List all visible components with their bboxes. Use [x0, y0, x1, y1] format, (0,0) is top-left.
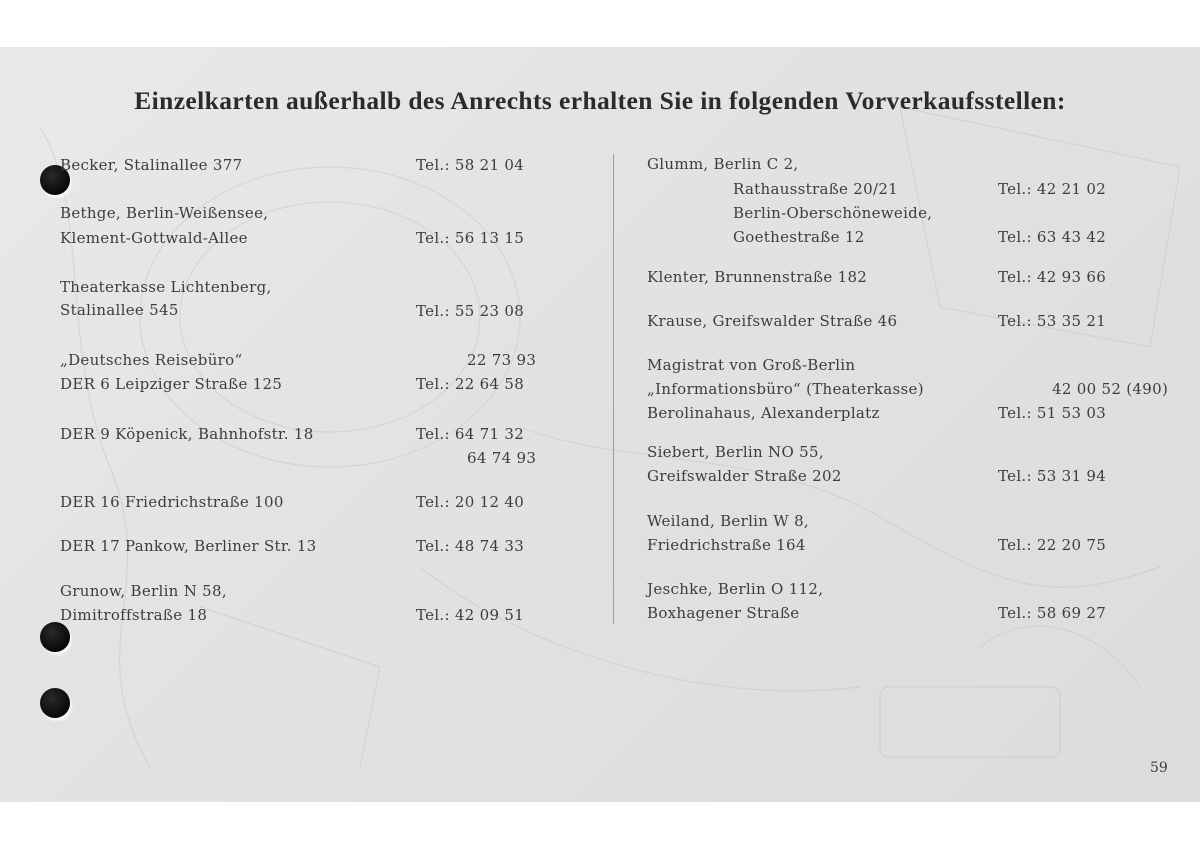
reisebuero-name: „Deutsches Reisebüro“ [60, 351, 243, 369]
siebert-name: Siebert, Berlin NO 55, [647, 443, 824, 461]
weiland-street: Friedrichstraße 164 [647, 536, 806, 554]
column-divider [613, 154, 614, 624]
reisebuero-phone-1: 22 73 93 [467, 351, 537, 369]
magistrat-address: Berolinahaus, Alexanderplatz [647, 404, 880, 422]
klenter-address: Klenter, Brunnenstraße 182 [647, 268, 868, 286]
magistrat-phone-1: 42 00 52 (490) [1052, 380, 1169, 398]
siebert-phone: Tel.: 53 31 94 [998, 467, 1107, 485]
grunow-phone: Tel.: 42 09 51 [416, 606, 525, 624]
glumm-phone-1: Tel.: 42 21 02 [998, 180, 1107, 198]
punch-hole-middle [40, 622, 70, 652]
becker-phone: Tel.: 58 21 04 [416, 156, 525, 174]
der9-phone-2: 64 74 93 [467, 449, 537, 467]
der9-phone-1: Tel.: 64 71 32 [416, 425, 525, 443]
der17-address: DER 17 Pankow, Berliner Str. 13 [60, 537, 317, 555]
glumm-name: Glumm, Berlin C 2, [647, 155, 799, 173]
klenter-phone: Tel.: 42 93 66 [998, 268, 1107, 286]
magistrat-phone-2: Tel.: 51 53 03 [998, 404, 1107, 422]
grunow-street: Dimitroffstraße 18 [60, 606, 208, 624]
bethge-street: Klement-Gottwald-Allee [60, 229, 248, 247]
glumm-street-2: Goethestraße 12 [733, 228, 865, 246]
magistrat-office: „Informationsbüro“ (Theaterkasse) [647, 380, 924, 398]
der9-address: DER 9 Köpenick, Bahnhofstr. 18 [60, 425, 314, 443]
page-number: 59 [1150, 760, 1168, 776]
der16-phone: Tel.: 20 12 40 [416, 493, 525, 511]
page-title: Einzelkarten außerhalb des Anrechts erhalten Sie in folgenden Vorverkaufsstellen: [134, 86, 1066, 115]
krause-phone: Tel.: 53 35 21 [998, 312, 1107, 330]
glumm-street-1: Rathausstraße 20/21 [733, 180, 899, 198]
magistrat-name: Magistrat von Groß-Berlin [647, 356, 856, 374]
glumm-phone-2: Tel.: 63 43 42 [998, 228, 1107, 246]
lichtenberg-phone: Tel.: 55 23 08 [416, 302, 525, 320]
jeschke-street: Boxhagener Straße [647, 604, 800, 622]
grunow-name: Grunow, Berlin N 58, [60, 582, 227, 600]
reisebuero-address: DER 6 Leipziger Straße 125 [60, 375, 283, 393]
weiland-phone: Tel.: 22 20 75 [998, 536, 1107, 554]
der16-address: DER 16 Friedrichstraße 100 [60, 493, 284, 511]
glumm-district-2: Berlin-Oberschöneweide, [733, 204, 933, 222]
siebert-street: Greifswalder Straße 202 [647, 467, 842, 485]
bethge-phone: Tel.: 56 13 15 [416, 229, 525, 247]
lichtenberg-street: Stalinallee 545 [60, 301, 179, 319]
der17-phone: Tel.: 48 74 33 [416, 537, 525, 555]
book-page [0, 47, 1200, 802]
reisebuero-phone-2: Tel.: 22 64 58 [416, 375, 525, 393]
jeschke-phone: Tel.: 58 69 27 [998, 604, 1107, 622]
jeschke-name: Jeschke, Berlin O 112, [647, 580, 824, 598]
lichtenberg-name: Theaterkasse Lichtenberg, [60, 278, 272, 296]
bethge-name: Bethge, Berlin-Weißensee, [60, 204, 269, 222]
punch-hole-bottom [40, 688, 70, 718]
krause-address: Krause, Greifswalder Straße 46 [647, 312, 898, 330]
weiland-name: Weiland, Berlin W 8, [647, 512, 809, 530]
becker-address: Becker, Stalinallee 377 [60, 156, 243, 174]
